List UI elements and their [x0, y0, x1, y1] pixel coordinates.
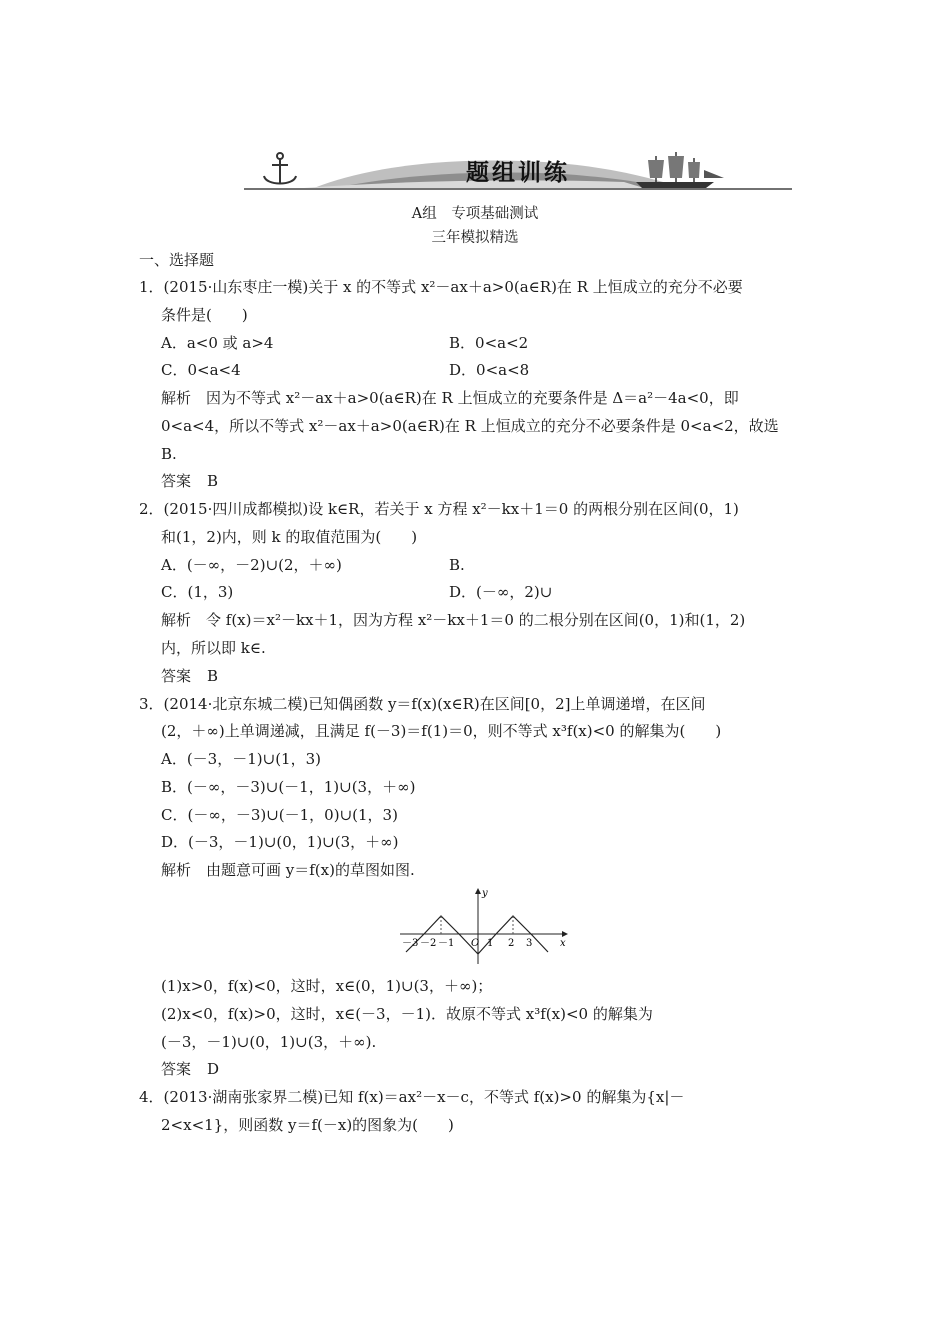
q1-option-c: C．0<a<4 — [161, 361, 241, 379]
q1-solution-line1: 解析 因为不等式 x²－ax＋a>0(a∈R)在 R 上恒成立的充要条件是 Δ＝a²－4a<0，即 — [161, 389, 739, 407]
q1-solution-line3: B. — [161, 445, 177, 463]
y-axis-label: y — [482, 888, 488, 899]
q1-stem-line2: 条件是( ) — [161, 306, 248, 324]
group-subheading: 三年模拟精选 — [431, 230, 519, 246]
q1-option-d: D．0<a<8 — [449, 361, 530, 379]
tick-label-2: 2 — [508, 938, 515, 949]
q3-answer — [161, 1059, 219, 1079]
q2-answer — [161, 666, 218, 686]
answer-value: B — [207, 472, 219, 490]
banner-title: 题组训练 — [466, 160, 570, 186]
q1-stem-line1: 1．(2015·山东枣庄一模)关于 x 的不等式 x²－ax＋a>0(a∈R)在 R 上恒成立的充分不必要 — [139, 278, 743, 296]
q4-stem-line1: 4．(2013·湖南张家界二模)已知 f(x)＝ax²－x－c，不等式 f(x)>0 的解集为{x|－ — [139, 1088, 685, 1106]
tick-label-m1: －1 — [438, 938, 455, 949]
function-sketch — [398, 886, 570, 966]
x-axis-arrow — [562, 931, 568, 937]
q2-option-a: A．(－∞，－2)∪(2，＋∞) — [161, 556, 342, 574]
q2-stem-line1: 2．(2015·四川成都模拟)设 k∈R，若关于 x 方程 x²－kx＋1＝0 的两根分别在区间(0，1) — [139, 500, 739, 518]
q2-option-c: C．(1，3) — [161, 583, 234, 601]
q1-answer — [161, 471, 218, 491]
q2-solution-line1: 解析 令 f(x)＝x²－kx＋1，因为方程 x²－kx＋1＝0 的二根分别在区间(0，1)和(1，2) — [161, 611, 746, 629]
q4-stem-line2: 2<x<1}，则函数 y＝f(－x)的图象为( ) — [161, 1116, 454, 1134]
tick-label-m2: －2 — [420, 938, 437, 949]
answer-label: 答案 — [161, 667, 192, 685]
q1-option-b: B．0<a<2 — [449, 334, 529, 352]
q2-stem-line2: 和(1，2)内，则 k 的取值范围为( ) — [161, 528, 418, 546]
group-heading: A组 专项基础测试 — [411, 206, 539, 222]
q2-option-b: B. — [449, 556, 465, 574]
q3-option-b: B．(－∞，－3)∪(－1，1)∪(3，＋∞) — [161, 778, 416, 796]
q3-solution-line2: (1)x>0，f(x)<0，这时，x∈(0，1)∪(3，＋∞)； — [161, 977, 493, 995]
answer-value: B — [207, 667, 219, 685]
origin-label: O — [471, 938, 480, 949]
section-banner — [244, 148, 792, 194]
y-axis-arrow — [475, 888, 481, 894]
q3-solution-line4: (－3，－1)∪(0，1)∪(3，＋∞). — [161, 1033, 377, 1051]
q3-stem-line2: (2，＋∞)上单调递减，且满足 f(－3)＝f(1)＝0，则不等式 x³f(x)<0 的解集为( ) — [161, 722, 722, 740]
q3-option-a: A．(－3，－1)∪(1，3) — [161, 750, 321, 768]
q3-option-c: C．(－∞，－3)∪(－1，0)∪(1，3) — [161, 806, 398, 824]
q3-solution-line1: 解析 由题意可画 y＝f(x)的草图如图. — [161, 861, 415, 879]
tick-label-1: 1 — [487, 938, 494, 949]
q2-option-d: D．(－∞，2)∪ — [449, 583, 553, 601]
q2-solution-line2: 内，所以即 k∈. — [161, 639, 266, 657]
q1-option-a: A．a<0 或 a>4 — [161, 334, 274, 352]
q3-stem-line1: 3．(2014·北京东城二模)已知偶函数 y＝f(x)(x∈R)在区间[0，2]上单调递增，在区间 — [139, 695, 706, 713]
section-title: 一、选择题 — [139, 251, 215, 269]
x-axis-label: x — [560, 938, 566, 949]
tick-label-m3: －3 — [402, 938, 419, 949]
q1-solution-line2: 0<a<4，所以不等式 x²－ax＋a>0(a∈R)在 R 上恒成立的充分不必要条件是 0<a<2，故选 — [161, 417, 779, 435]
q3-option-d: D．(－3，－1)∪(0，1)∪(3，＋∞) — [161, 833, 399, 851]
answer-value: D — [207, 1060, 220, 1078]
q3-solution-line3: (2)x<0，f(x)>0，这时，x∈(－3，－1)．故原不等式 x³f(x)<0 的解集为 — [161, 1005, 653, 1023]
tick-label-3: 3 — [526, 938, 533, 949]
answer-label: 答案 — [161, 472, 192, 490]
function-sketch-svg — [398, 886, 570, 966]
answer-label: 答案 — [161, 1060, 192, 1078]
